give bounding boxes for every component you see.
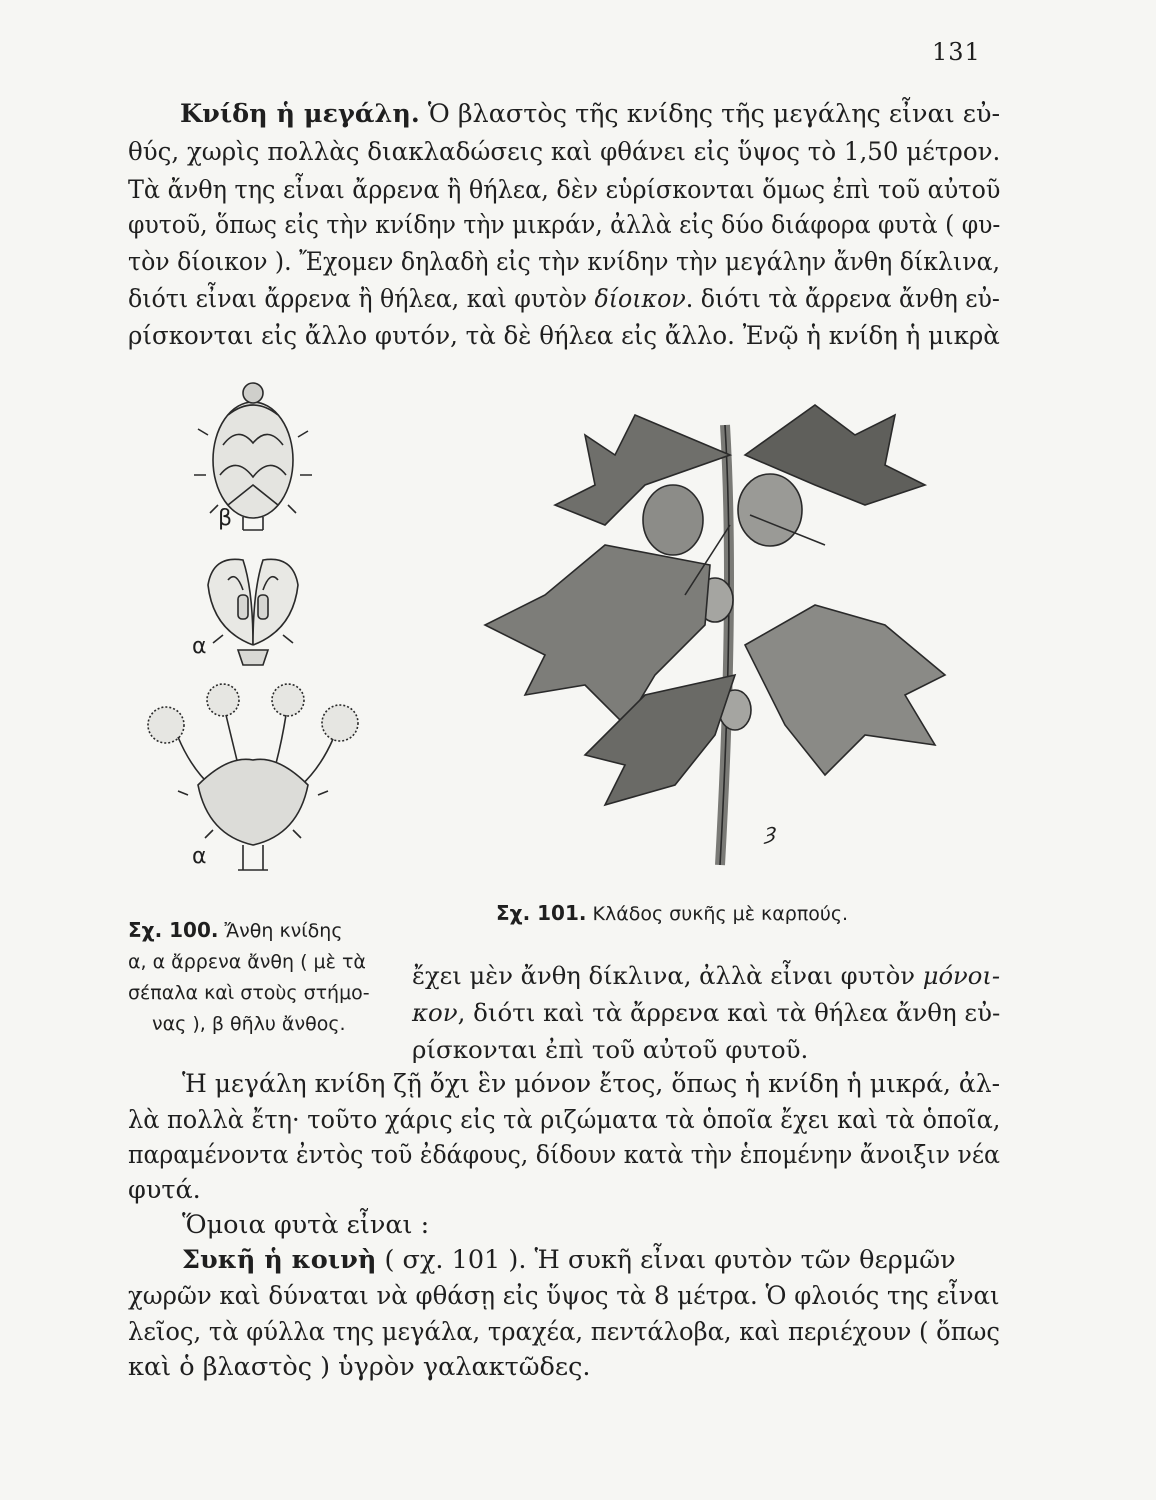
para1-line6-italic: δίοικον: [594, 284, 686, 314]
para1-line6: [128, 284, 1000, 314]
fig100-caption-line1: [128, 920, 343, 941]
fig100-caption-line2: α, α ἄρρενα ἄνθη ( μὲ τὰ: [128, 951, 366, 973]
fig101-caption-text: Κλάδος συκῆς μὲ καρπούς.: [592, 903, 849, 925]
para5-line2: χωρῶν καὶ δύναται νὰ φθάσῃ εἰς ὕψος τὰ 8 μέτρα. Ὁ φλοιός της εἶναι: [128, 1281, 1000, 1311]
para2-line3: ρίσκονται ἐπὶ τοῦ αὐτοῦ φυτοῦ.: [412, 1035, 809, 1064]
para1-line5: τὸν δίοικον ). Ἔχομεν δηλαδὴ εἰς τὴν κνίδην τὴν μεγάλην ἄνθη δίκλινα,: [128, 247, 1001, 277]
fig100-caption-number: Σχ. 100.: [128, 918, 219, 942]
para1-line2: θύς, χωρὶς πολλὰς διακλαδώσεις καὶ φθάνει εἰς ὕψος τὸ 1,50 μέτρον.: [128, 137, 1001, 167]
fig100-illustration: [128, 365, 388, 885]
fig100-caption-text-1: Ἄνθη κνίδης: [224, 920, 343, 942]
para1-line3: Τὰ ἄνθη της εἶναι ἄρρενα ἢ θήλεα, δὲν εὑρίσκονται ὅμως ἐπὶ τοῦ αὐτοῦ: [128, 175, 1001, 205]
para2-line1: [412, 961, 1001, 990]
para2-line2-b: , διότι καὶ τὰ ἄρρενα καὶ τὰ θήλεα ἄνθη εὐ-: [457, 998, 1001, 1027]
fig100-caption-line3: σέπαλα καὶ στοὺς στήμο-: [128, 982, 370, 1004]
fig101-label-z: ȝ: [765, 820, 777, 845]
para3-line2: λὰ πολλὰ ἔτη· τοῦτο χάρις εἰς τὰ ριζώματα τὰ ὁποῖα ἔχει καὶ τὰ ὁποῖα,: [128, 1105, 1001, 1135]
para1-heading: Κνίδη ἡ μεγάλη.: [180, 99, 420, 129]
para1-line6-b: . διότι τὰ ἄρρενα ἄνθη εὐ-: [685, 284, 1000, 314]
page-number: 131: [932, 38, 981, 66]
fig101-illustration: [485, 395, 990, 875]
para2-line1-italic: μόνοι-: [922, 961, 1001, 990]
para1-line6-a: διότι εἶναι ἄρρενα ἢ θήλεα, καὶ φυτὸν: [128, 284, 595, 314]
para3-line4: φυτά.: [128, 1175, 201, 1205]
para1-line1-text: Ὁ βλαστὸς τῆς κνίδης τῆς μεγάλης εἶναι εὐ-: [427, 99, 1001, 129]
para3-line1: Ἡ μεγάλη κνίδη ζῇ ὄχι ἓν μόνον ἔτος, ὅπως ἡ κνίδη ἡ μικρά, ἀλ-: [182, 1069, 1001, 1099]
fig100-label-alpha-2: α: [192, 844, 207, 869]
fig101-caption-number: Σχ. 101.: [496, 901, 587, 925]
para2-line2-italic: κον: [412, 998, 458, 1027]
para4-line1: Ὅμοια φυτὰ εἶναι :: [182, 1210, 430, 1240]
fig101-caption: [496, 903, 848, 924]
para5-heading: Συκῆ ἡ κοινὴ: [182, 1245, 377, 1275]
para1-line1: [180, 99, 1001, 129]
para5-line1-text: ( σχ. 101 ). Ἡ συκῆ εἶναι φυτὸν τῶν θερμῶν: [384, 1245, 956, 1275]
para2-line2: [412, 998, 1001, 1027]
para2-line1-a: ἔχει μὲν ἄνθη δίκλινα, ἀλλὰ εἶναι φυτὸν: [412, 961, 923, 990]
fig100-caption-line4: νας ), β θῆλυ ἄνθος.: [152, 1013, 346, 1035]
para3-line3: παραμένοντα ἐντὸς τοῦ ἐδάφους, δίδουν κατὰ τὴν ἑπομένην ἄνοιξιν νέα: [128, 1140, 1000, 1170]
fig100-label-beta: β: [218, 506, 233, 531]
para1-line4: φυτοῦ, ὅπως εἰς τὴν κνίδην τὴν μικράν, ἀλλὰ εἰς δύο διάφορα φυτὰ ( φυ-: [128, 210, 1001, 240]
para5-line4: καὶ ὁ βλαστὸς ) ὑγρὸν γαλακτῶδες.: [128, 1352, 591, 1382]
fig100-label-alpha-1: α: [192, 634, 207, 659]
para5-line1: [182, 1245, 956, 1275]
para5-line3: λεῖος, τὰ φύλλα της μεγάλα, τραχέα, πεντάλοβα, καὶ περιέχουν ( ὅπως: [128, 1317, 1000, 1347]
para1-line7: ρίσκονται εἰς ἄλλο φυτόν, τὰ δὲ θήλεα εἰς ἄλλο. Ἐνῷ ἡ κνίδη ἡ μικρὰ: [128, 321, 1000, 351]
